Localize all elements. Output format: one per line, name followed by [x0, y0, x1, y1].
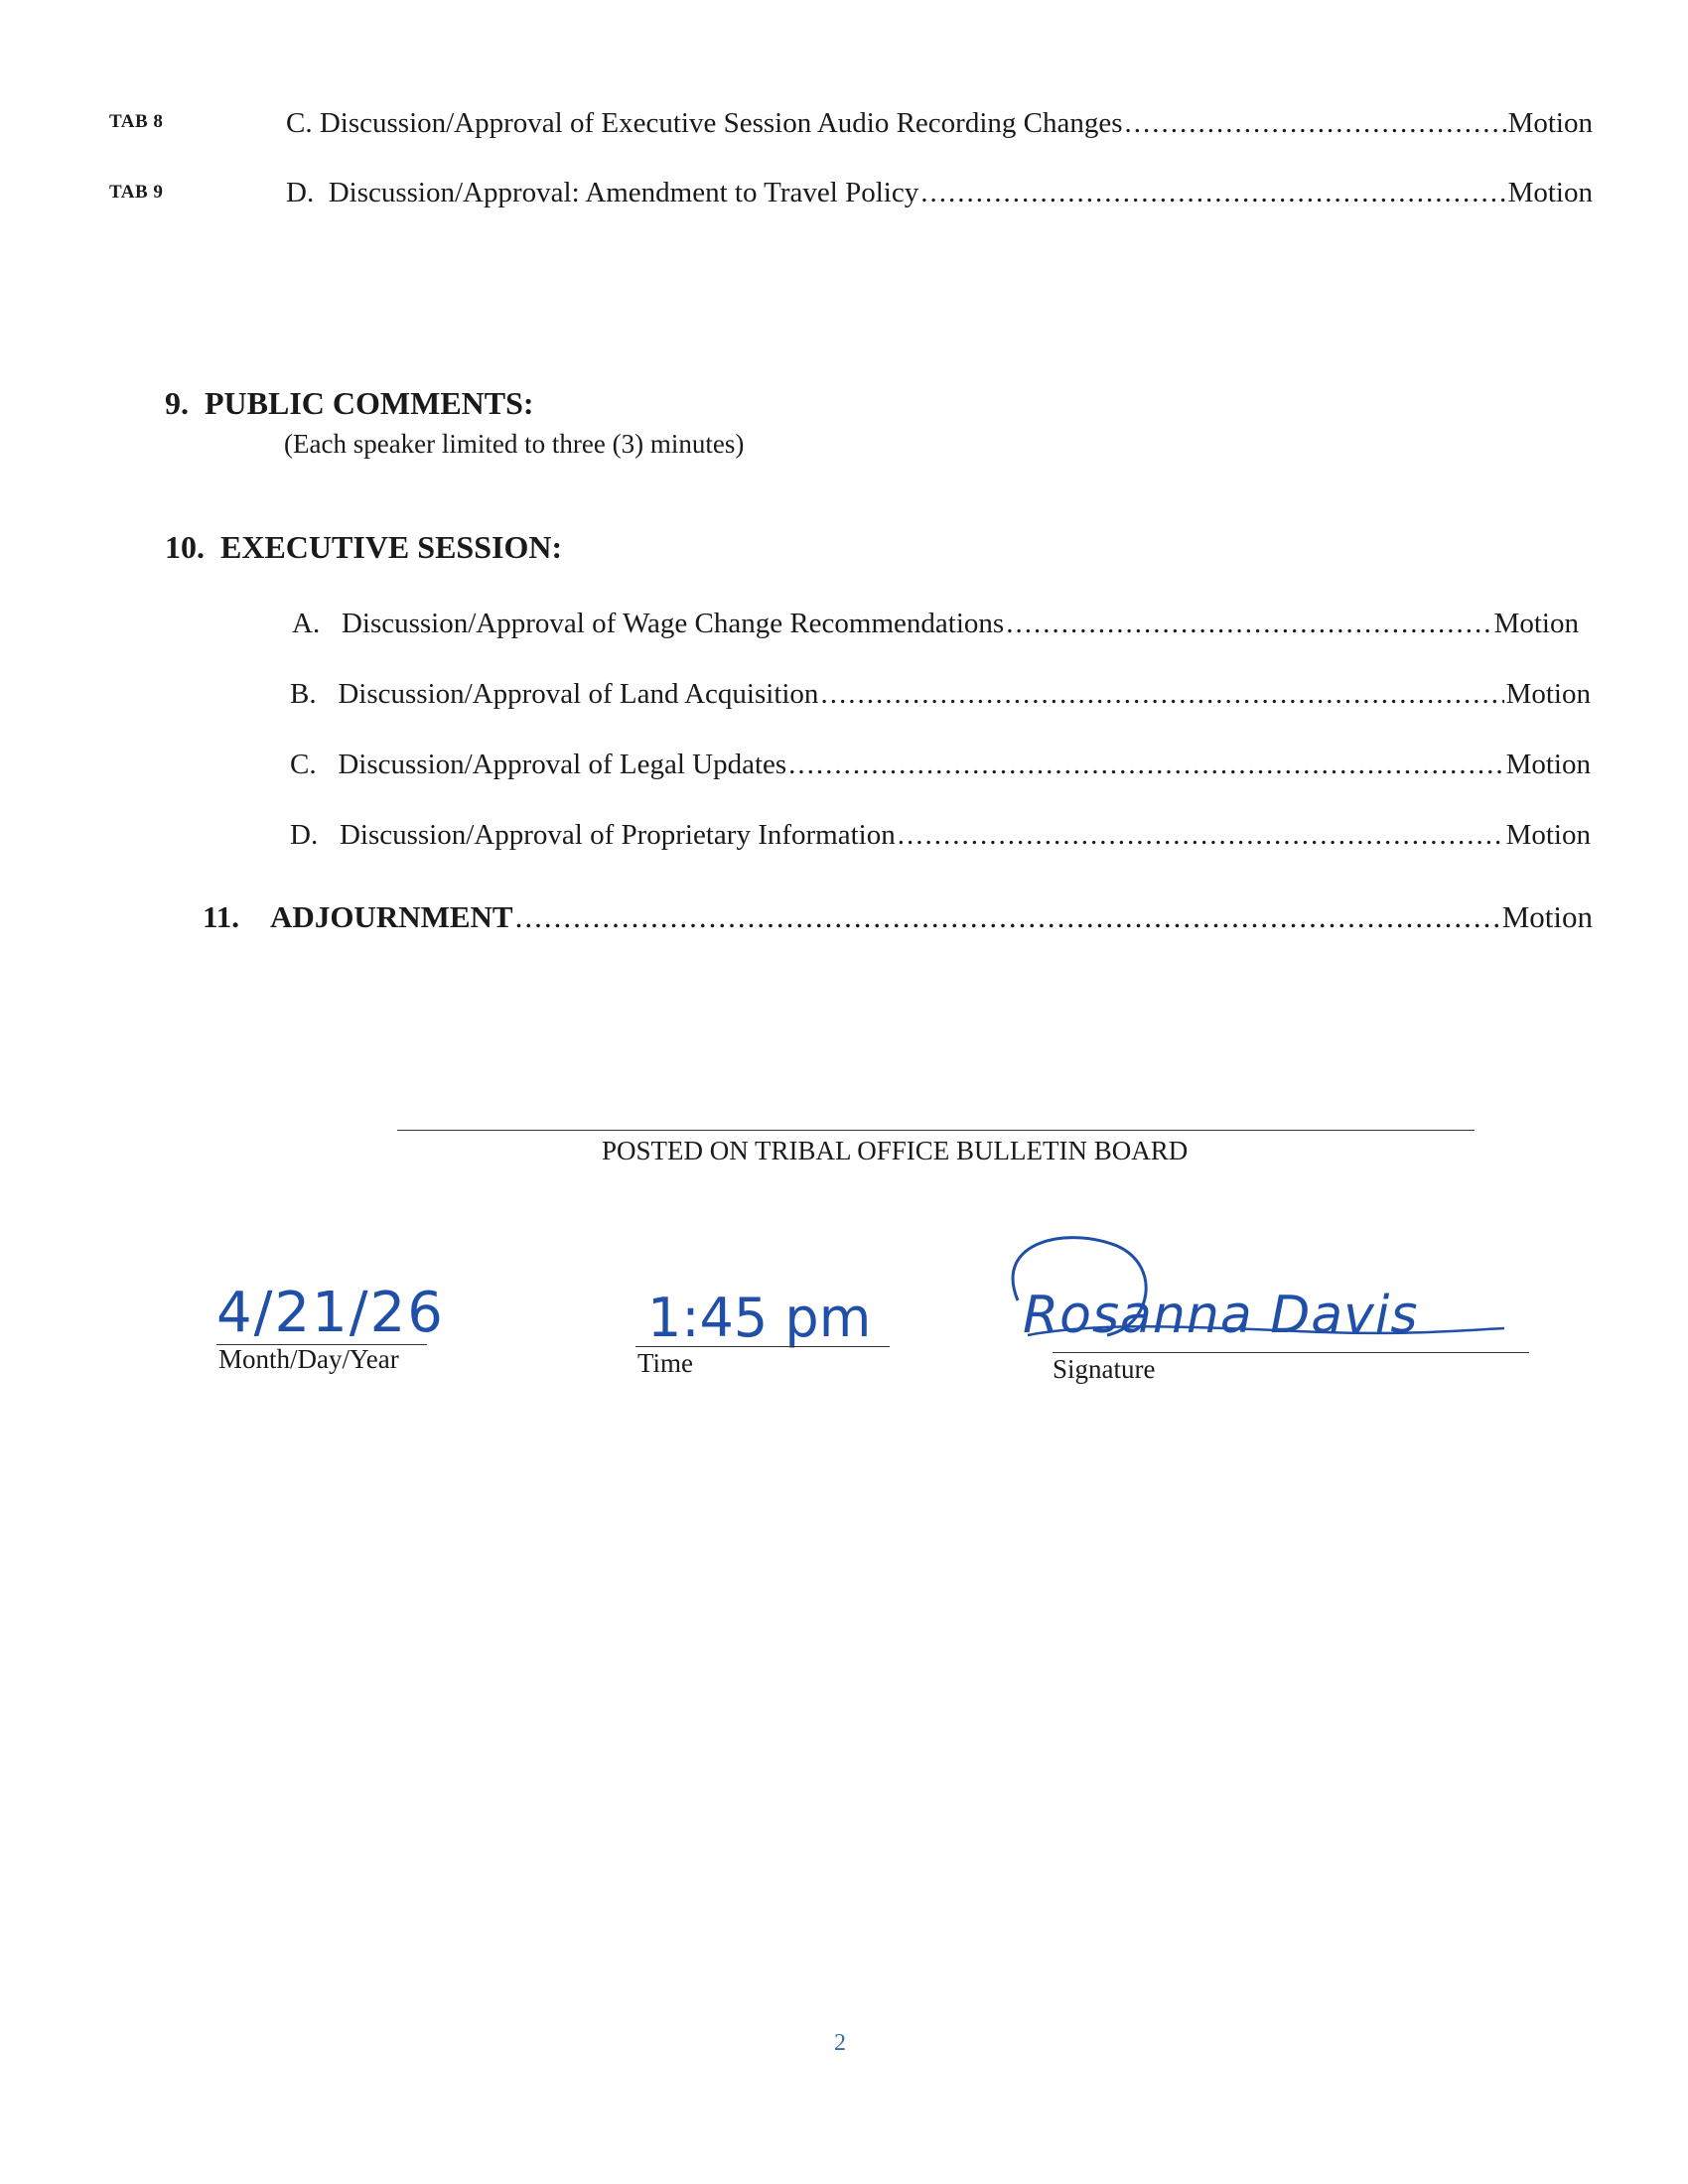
section-title: ADJOURNMENT — [270, 899, 513, 934]
tab-9-label: TAB 9 — [109, 182, 164, 203]
dot-leader — [1006, 608, 1491, 640]
item-text: Discussion/Approval of Land Acquisition — [338, 678, 819, 710]
item-action: Motion — [1493, 608, 1579, 639]
section-number: 9. — [165, 385, 189, 421]
executive-item-c — [290, 749, 1591, 781]
section-title: EXECUTIVE SESSION: — [220, 529, 563, 565]
item-letter: C. — [286, 107, 313, 139]
signature-rule — [1053, 1352, 1529, 1353]
dot-leader — [920, 177, 1505, 209]
item-letter: C. — [290, 749, 317, 780]
date-handwritten: 4/21/26 — [216, 1281, 445, 1345]
agenda-item-tab-8 — [286, 107, 1593, 140]
posting-caption: POSTED ON TRIBAL OFFICE BULLETIN BOARD — [602, 1136, 1189, 1165]
item-text: Discussion/Approval of Wage Change Recommendations — [341, 608, 1005, 639]
dot-leader — [820, 678, 1503, 711]
item-action: Motion — [1505, 819, 1591, 851]
dot-leader — [788, 749, 1503, 781]
page-number: 2 — [834, 2030, 846, 2056]
public-comments-heading — [165, 385, 534, 422]
signature-caption: Signature — [1053, 1354, 1156, 1384]
item-text: Discussion/Approval of Executive Session Audio Recording Changes — [319, 107, 1123, 139]
item-text: Discussion/Approval of Legal Updates — [338, 749, 787, 780]
section-number: 10. — [165, 529, 205, 565]
executive-item-b — [290, 678, 1591, 711]
signature-handwritten: Rosanna Davis — [1023, 1286, 1419, 1345]
dot-leader — [1125, 107, 1506, 140]
item-text: Discussion/Approval of Proprietary Information — [339, 819, 896, 851]
section-number: 11. — [203, 899, 240, 934]
item-letter: B. — [290, 678, 317, 710]
item-action: Motion — [1507, 177, 1593, 208]
date-caption: Month/Day/Year — [218, 1344, 399, 1374]
item-action: Motion — [1505, 678, 1591, 710]
executive-item-d — [290, 819, 1591, 852]
dot-leader — [515, 899, 1500, 935]
public-comments-note: (Each speaker limited to three (3) minutes) — [284, 429, 745, 459]
time-handwritten: 1:45 pm — [647, 1287, 872, 1349]
executive-session-heading — [165, 529, 562, 566]
adjournment-item — [203, 899, 1593, 935]
tab-8-label: TAB 8 — [109, 111, 164, 132]
item-action: Motion — [1505, 749, 1591, 780]
item-letter: D. — [286, 177, 315, 208]
item-letter: A. — [292, 608, 321, 639]
item-action: Motion — [1507, 107, 1593, 139]
time-caption: Time — [637, 1348, 694, 1378]
item-action: Motion — [1501, 899, 1593, 934]
time-rule — [635, 1346, 890, 1347]
item-letter: D. — [290, 819, 319, 851]
item-text: Discussion/Approval: Amendment to Travel Policy — [328, 177, 919, 208]
dot-leader — [898, 819, 1504, 852]
posting-rule — [397, 1130, 1475, 1131]
section-title: PUBLIC COMMENTS: — [205, 385, 534, 421]
agenda-item-tab-9 — [286, 177, 1593, 209]
executive-item-a — [292, 608, 1579, 640]
